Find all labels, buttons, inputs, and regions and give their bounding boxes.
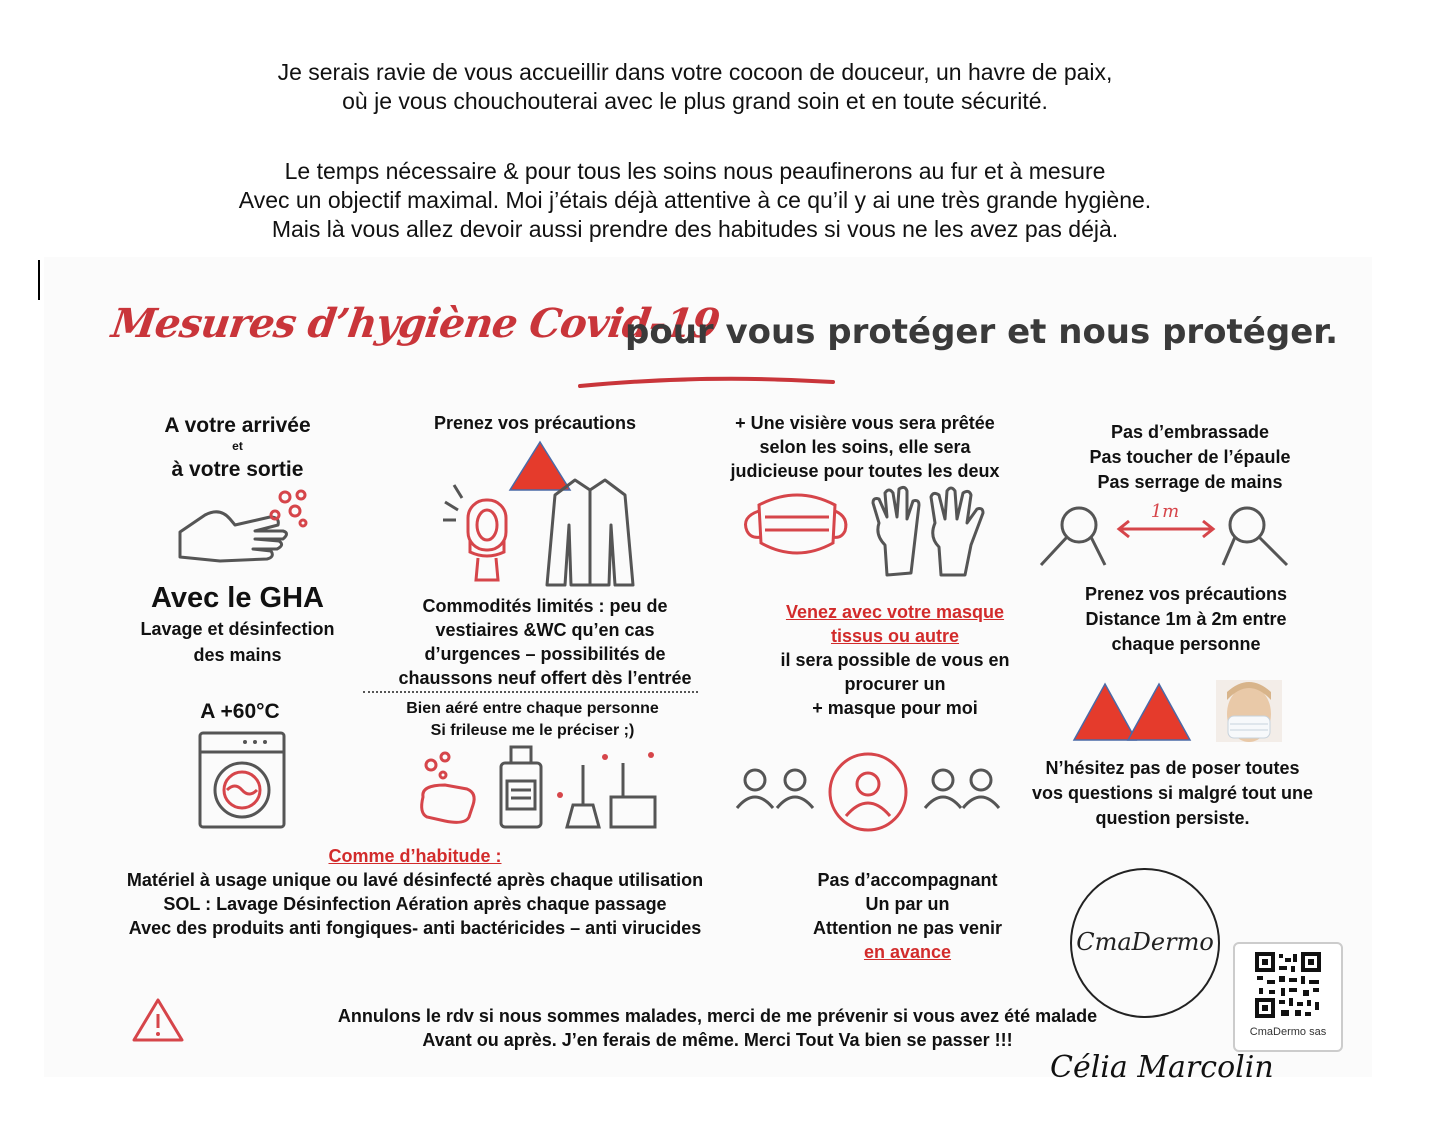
arrival-text — [120, 413, 355, 487]
questions-text — [1010, 756, 1335, 831]
visiere-l1: + Une visière vous sera prêtée — [735, 413, 995, 433]
gha-l1: Lavage et désinfection — [140, 619, 335, 639]
accompagnant-text — [775, 868, 1040, 964]
distance-label: 1m — [1150, 501, 1180, 522]
intro-line-4: Avec un objectif maximal. Moi j’étais déjà attentive à ce qu’il y ai une très grande hygiène. — [238, 187, 1152, 213]
qr-code-icon — [1255, 952, 1321, 1018]
accompagnant-l3: Attention ne pas venir — [812, 918, 1003, 938]
cmadermo-logo — [1070, 868, 1220, 1018]
habitude-l1: Matériel à usage unique ou lavé désinfecté après chaque utilisation — [126, 870, 704, 890]
visiere-text — [700, 411, 1030, 483]
cleaning-products-icon — [415, 735, 670, 830]
habitude-red: Comme d’habitude : — [328, 846, 502, 866]
dotted-divider — [363, 691, 698, 693]
warning-triangle-3 — [1126, 682, 1192, 742]
precautions-top-text: Prenez vos précautions — [433, 413, 637, 433]
masque-l2: procurer un — [844, 674, 946, 694]
habitude-l3: Avec des produits anti fongiques- anti bactéricides – anti virucides — [128, 918, 702, 938]
intro-line-5: Mais là vous allez devoir aussi prendre des habitudes si vous ne les avez pas déjà. — [271, 216, 1119, 242]
questions-l2: vos questions si malgré tout une — [1031, 783, 1314, 803]
gloves-icon — [865, 483, 990, 583]
masque-red-1: Venez avec votre masque — [785, 602, 1005, 622]
toilet-icon — [440, 480, 515, 585]
annulons-l1: Annulons le rdv si nous sommes malades, merci de me prévenir si vous avez été malade — [337, 1006, 1098, 1026]
aere-l1: Bien aéré entre chaque personne — [406, 700, 659, 717]
logo-text: CmaDermo — [1076, 928, 1214, 956]
distance-text — [1050, 582, 1322, 657]
commodites-l1: Commodités limités : peu de — [422, 596, 668, 616]
aere-l2: Si frileuse me le préciser ;) — [430, 722, 635, 739]
washing-machine-icon — [197, 730, 287, 830]
annulons-text — [270, 1004, 1165, 1052]
habitude-text — [80, 844, 750, 940]
gha-l2: des mains — [193, 645, 282, 665]
masked-person-icon — [1216, 680, 1282, 742]
embrassade-l1: Pas d’embrassade — [1110, 422, 1270, 442]
arrival-l3: à votre sortie — [171, 458, 304, 481]
intro-text-2 — [0, 157, 1390, 244]
intro-line-2: où je vous chouchouterai avec le plus grand soin et en toute sécurité. — [342, 88, 1048, 114]
commodites-l4: chaussons neuf offert dès l’entrée — [398, 668, 692, 688]
warning-icon — [130, 996, 186, 1044]
qr-code — [1233, 942, 1343, 1052]
visiere-l2: selon les soins, elle sera — [759, 437, 971, 457]
temp-text: A +60°C — [200, 700, 280, 723]
arrival-l2: et — [232, 439, 243, 453]
title-underline — [575, 372, 840, 392]
questions-l3: question persiste. — [1095, 808, 1250, 828]
coat-icon — [545, 475, 635, 590]
habitude-l2: SOL : Lavage Désinfection Aération après chaque passage — [163, 894, 667, 914]
gha-text — [110, 580, 365, 668]
signature: Célia Marcolin — [1050, 1050, 1274, 1085]
accompagnant-l1: Pas d’accompagnant — [817, 870, 998, 890]
distance-people-icon — [1035, 495, 1300, 570]
masque-red-2: tissus ou autre — [830, 626, 960, 646]
poster-title-rest: pour vous protéger et nous protéger. — [625, 312, 1339, 352]
embrassade-l2: Pas toucher de l’épaule — [1089, 447, 1291, 467]
annulons-l2: Avant ou après. J’en ferais de même. Merci Tout Va bien se passer !!! — [422, 1030, 1013, 1050]
mask-icon — [737, 485, 852, 560]
distance-l2: Distance 1m à 2m entre — [1085, 609, 1287, 629]
distance-l3: chaque personne — [1111, 634, 1261, 654]
masque-text — [740, 600, 1050, 720]
intro-line-1: Je serais ravie de vous accueillir dans votre cocoon de douceur, un havre de paix, — [277, 59, 1113, 85]
intro-text — [0, 58, 1390, 116]
intro-line-3: Le temps nécessaire & pour tous les soins nous peaufinerons au fur et à mesure — [284, 158, 1106, 184]
masque-l3: + masque pour moi — [812, 698, 978, 718]
embrassade-l3: Pas serrage de mains — [1097, 472, 1283, 492]
commodites-l2: vestiaires &WC qu’en cas — [435, 620, 655, 640]
text-cursor — [38, 260, 40, 300]
hand-wash-icon — [175, 487, 320, 567]
gha-title: Avec le GHA — [151, 582, 324, 614]
group-people-icon — [733, 750, 1003, 835]
visiere-l3: judicieuse pour toutes les deux — [730, 461, 1000, 481]
masque-l1: il sera possible de vous en — [780, 650, 1010, 670]
questions-l1: N’hésitez pas de poser toutes — [1045, 758, 1300, 778]
commodites-l3: d’urgences – possibilités de — [424, 644, 666, 664]
distance-l1: Prenez vos précautions — [1084, 584, 1288, 604]
embrassade-text — [1050, 420, 1330, 495]
arrival-l1: A votre arrivée — [164, 414, 311, 437]
accompagnant-l2: Un par un — [865, 894, 950, 914]
poster-title-script: Mesures d’hygiène Covid-19 — [108, 300, 723, 347]
accompagnant-red: en avance — [863, 942, 952, 962]
qr-label: CmaDermo sas — [1249, 1026, 1327, 1038]
commodites-text — [380, 594, 710, 690]
